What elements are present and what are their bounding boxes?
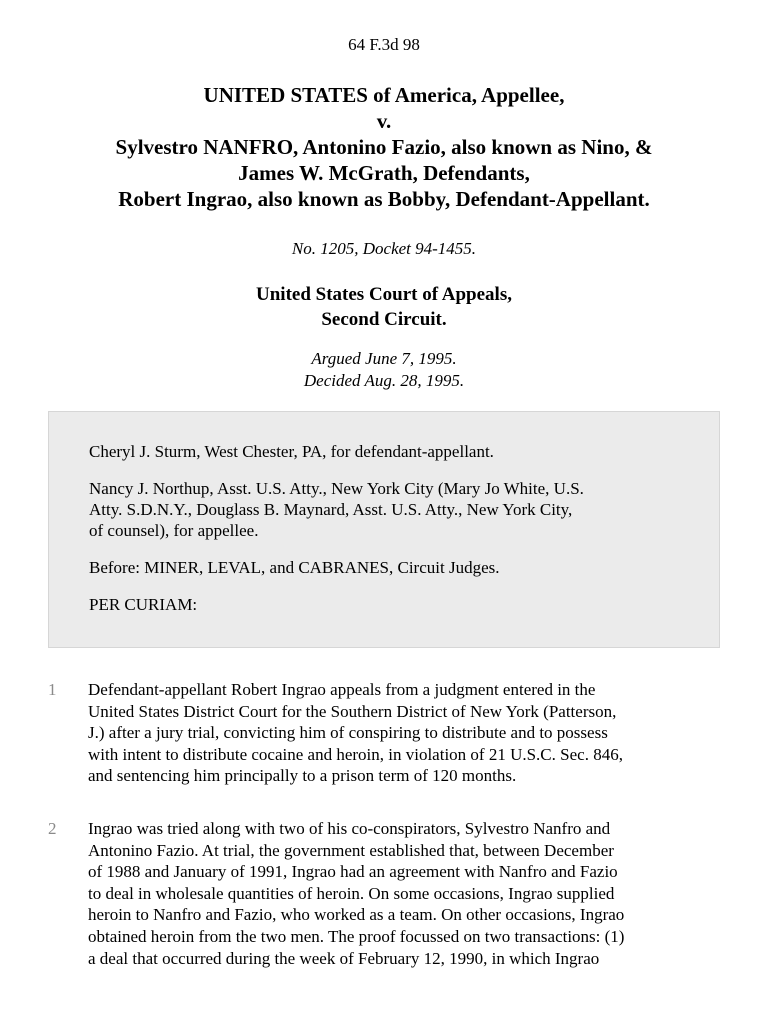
panel-judges	[89, 557, 719, 578]
caption-line: UNITED STATES of America, Appellee,	[203, 83, 565, 107]
paragraph-line: J.) after a jury trial, convicting him of conspiring to distribute and to possess	[88, 723, 608, 743]
paragraph-line: of 1988 and January of 1991, Ingrao had an agreement with Nanfro and Fazio	[88, 862, 618, 882]
appellee-counsel	[89, 478, 719, 541]
case-caption	[0, 82, 768, 212]
paragraph-line: Defendant-appellant Robert Ingrao appeals from a judgment entered in the	[88, 680, 596, 699]
paragraph-line: and sentencing him principally to a prison term of 120 months.	[88, 766, 517, 786]
appellee-counsel-line: Atty. S.D.N.Y., Douglass B. Maynard, Asst. U.S. Atty., New York City,	[89, 500, 573, 519]
decided-date: Decided Aug. 28, 1995.	[303, 371, 465, 390]
appellant-counsel-line: Cheryl J. Sturm, West Chester, PA, for defendant-appellant.	[89, 442, 494, 461]
court-name	[0, 282, 768, 332]
panel-judges-line: Before: MINER, LEVAL, and CABRANES, Circuit Judges.	[89, 558, 500, 577]
court-circuit-line: Second Circuit.	[321, 309, 447, 330]
per-curiam-heading	[89, 594, 719, 615]
per-curiam-line: PER CURIAM:	[89, 595, 198, 614]
caption-line: James W. McGrath, Defendants,	[238, 161, 530, 185]
appellee-counsel-line: Nancy J. Northup, Asst. U.S. Atty., New York City (Mary Jo White, U.S.	[89, 479, 584, 498]
paragraph-number: 2	[48, 819, 57, 838]
paragraph-text	[88, 818, 728, 969]
caption-line: Robert Ingrao, also known as Bobby, Defendant-Appellant.	[118, 187, 650, 211]
docket-number: No. 1205, Docket 94-1455.	[291, 239, 477, 258]
caption-line: Sylvestro NANFRO, Antonino Fazio, also known as Nino, &	[115, 135, 653, 159]
paragraph-line: a deal that occurred during the week of February 12, 1990, in which Ingrao	[88, 948, 600, 968]
paragraph-text	[88, 679, 728, 787]
court-name-line: United States Court of Appeals,	[256, 284, 512, 305]
paragraph-line: heroin to Nanfro and Fazio, who worked as a team. On other occasions, Ingrao	[88, 905, 625, 925]
paragraph-line: Antonino Fazio. At trial, the government established that, between December	[88, 840, 614, 860]
paragraph-line: to deal in wholesale quantities of heroin. On some occasions, Ingrao supplied	[88, 883, 615, 903]
appellant-counsel	[89, 441, 719, 462]
paragraph-line: Ingrao was tried along with two of his co-conspirators, Sylvestro Nanfro and	[88, 819, 611, 838]
appellee-counsel-line: of counsel), for appellee.	[89, 521, 259, 540]
paragraph-number: 1	[48, 680, 57, 699]
paragraph-line: with intent to distribute cocaine and heroin, in violation of 21 U.S.C. Sec. 846,	[88, 744, 623, 764]
argued-date: Argued June 7, 1995.	[311, 349, 457, 368]
case-citation: 64 F.3d 98	[348, 35, 420, 54]
paragraph-line: United States District Court for the Southern District of New York (Patterson,	[88, 701, 617, 721]
paragraph-line: obtained heroin from the two men. The proof focussed on two transactions: (1)	[88, 926, 625, 946]
caption-line: v.	[376, 109, 392, 133]
counsel-panel	[48, 411, 720, 648]
case-dates	[0, 348, 768, 392]
